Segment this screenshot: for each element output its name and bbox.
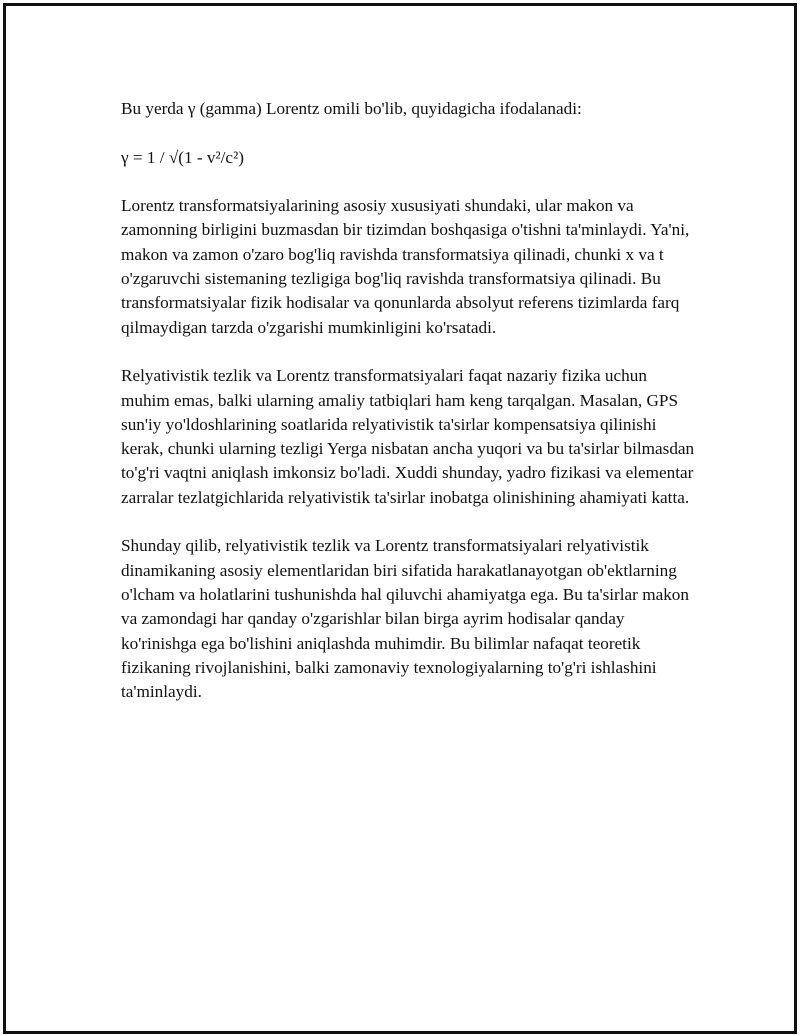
gamma-intro-paragraph: Bu yerda γ (gamma) Lorentz omili bo'lib, quyidagicha ifodalanadi: [121, 99, 582, 118]
applications-paragraph: Relyativistik tezlik va Lorentz transformatsiyalari faqat nazariy fizika uchun muhim emas, balki ularning amaliy tatbiqlari ham keng tarqalgan. Masalan, GPS sun'iy yo'ldoshlarining soatlarida relyativistik ta'sirlar kompensatsiya qilinishi kerak, chunki ularning tezligi Yerga nisbatan ancha yuqori va bu ta'sirlar bilmasdan to'g'ri vaqtni aniqlash imkonsiz bo'ladi. Xuddi shunday, yadro fizikasi va elementar zarralar tezlatgichlarida relyativistik ta'sirlar inobatga olinishining ahamiyati katta. [121, 366, 695, 507]
page-frame [3, 3, 797, 1034]
conclusion-paragraph: Shunday qilib, relyativistik tezlik va Lorentz transformatsiyalari relyativistik dinamikaning asosiy elementlaridan biri sifatida harakatlanayotgan ob'ektlarning o'lcham va holatlarini tushunishda hal qiluvchi ahamiyatga ega. Bu ta'sirlar makon va zamondagi har qanday o'zgarishlar bilan birga ayrim hodisalar qanday ko'rinishga ega bo'lishini aniqlashda muhimdir. Bu bilimlar nafaqat teoretik fizikaning rivojlanishini, balki zamonaviy texnologiyalarning to'g'ri ishlashini ta'minlaydi. [121, 536, 689, 702]
transformations-property-paragraph: Lorentz transformatsiyalarining asosiy xususiyati shundaki, ular makon va zamonning birligini buzmasdan bir tizimdan boshqasiga o'tishni ta'minlaydi. Ya'ni, makon va zamon o'zaro bog'liq ravishda transformatsiya qilinadi, chunki x va t o'zgaruvchi sistemaning tezligiga bog'liq ravishda transformatsiya qilinadi. Bu transformatsiyalar fizik hodisalar va qonunlarda absolyut referens tizimlarda farq qilmaydigan tarzda o'zgarishi mumkinligini ko'rsatadi. [121, 196, 690, 337]
document-body [121, 97, 696, 729]
lorentz-factor-formula: γ = 1 / √(1 - v²/c²) [121, 147, 244, 167]
